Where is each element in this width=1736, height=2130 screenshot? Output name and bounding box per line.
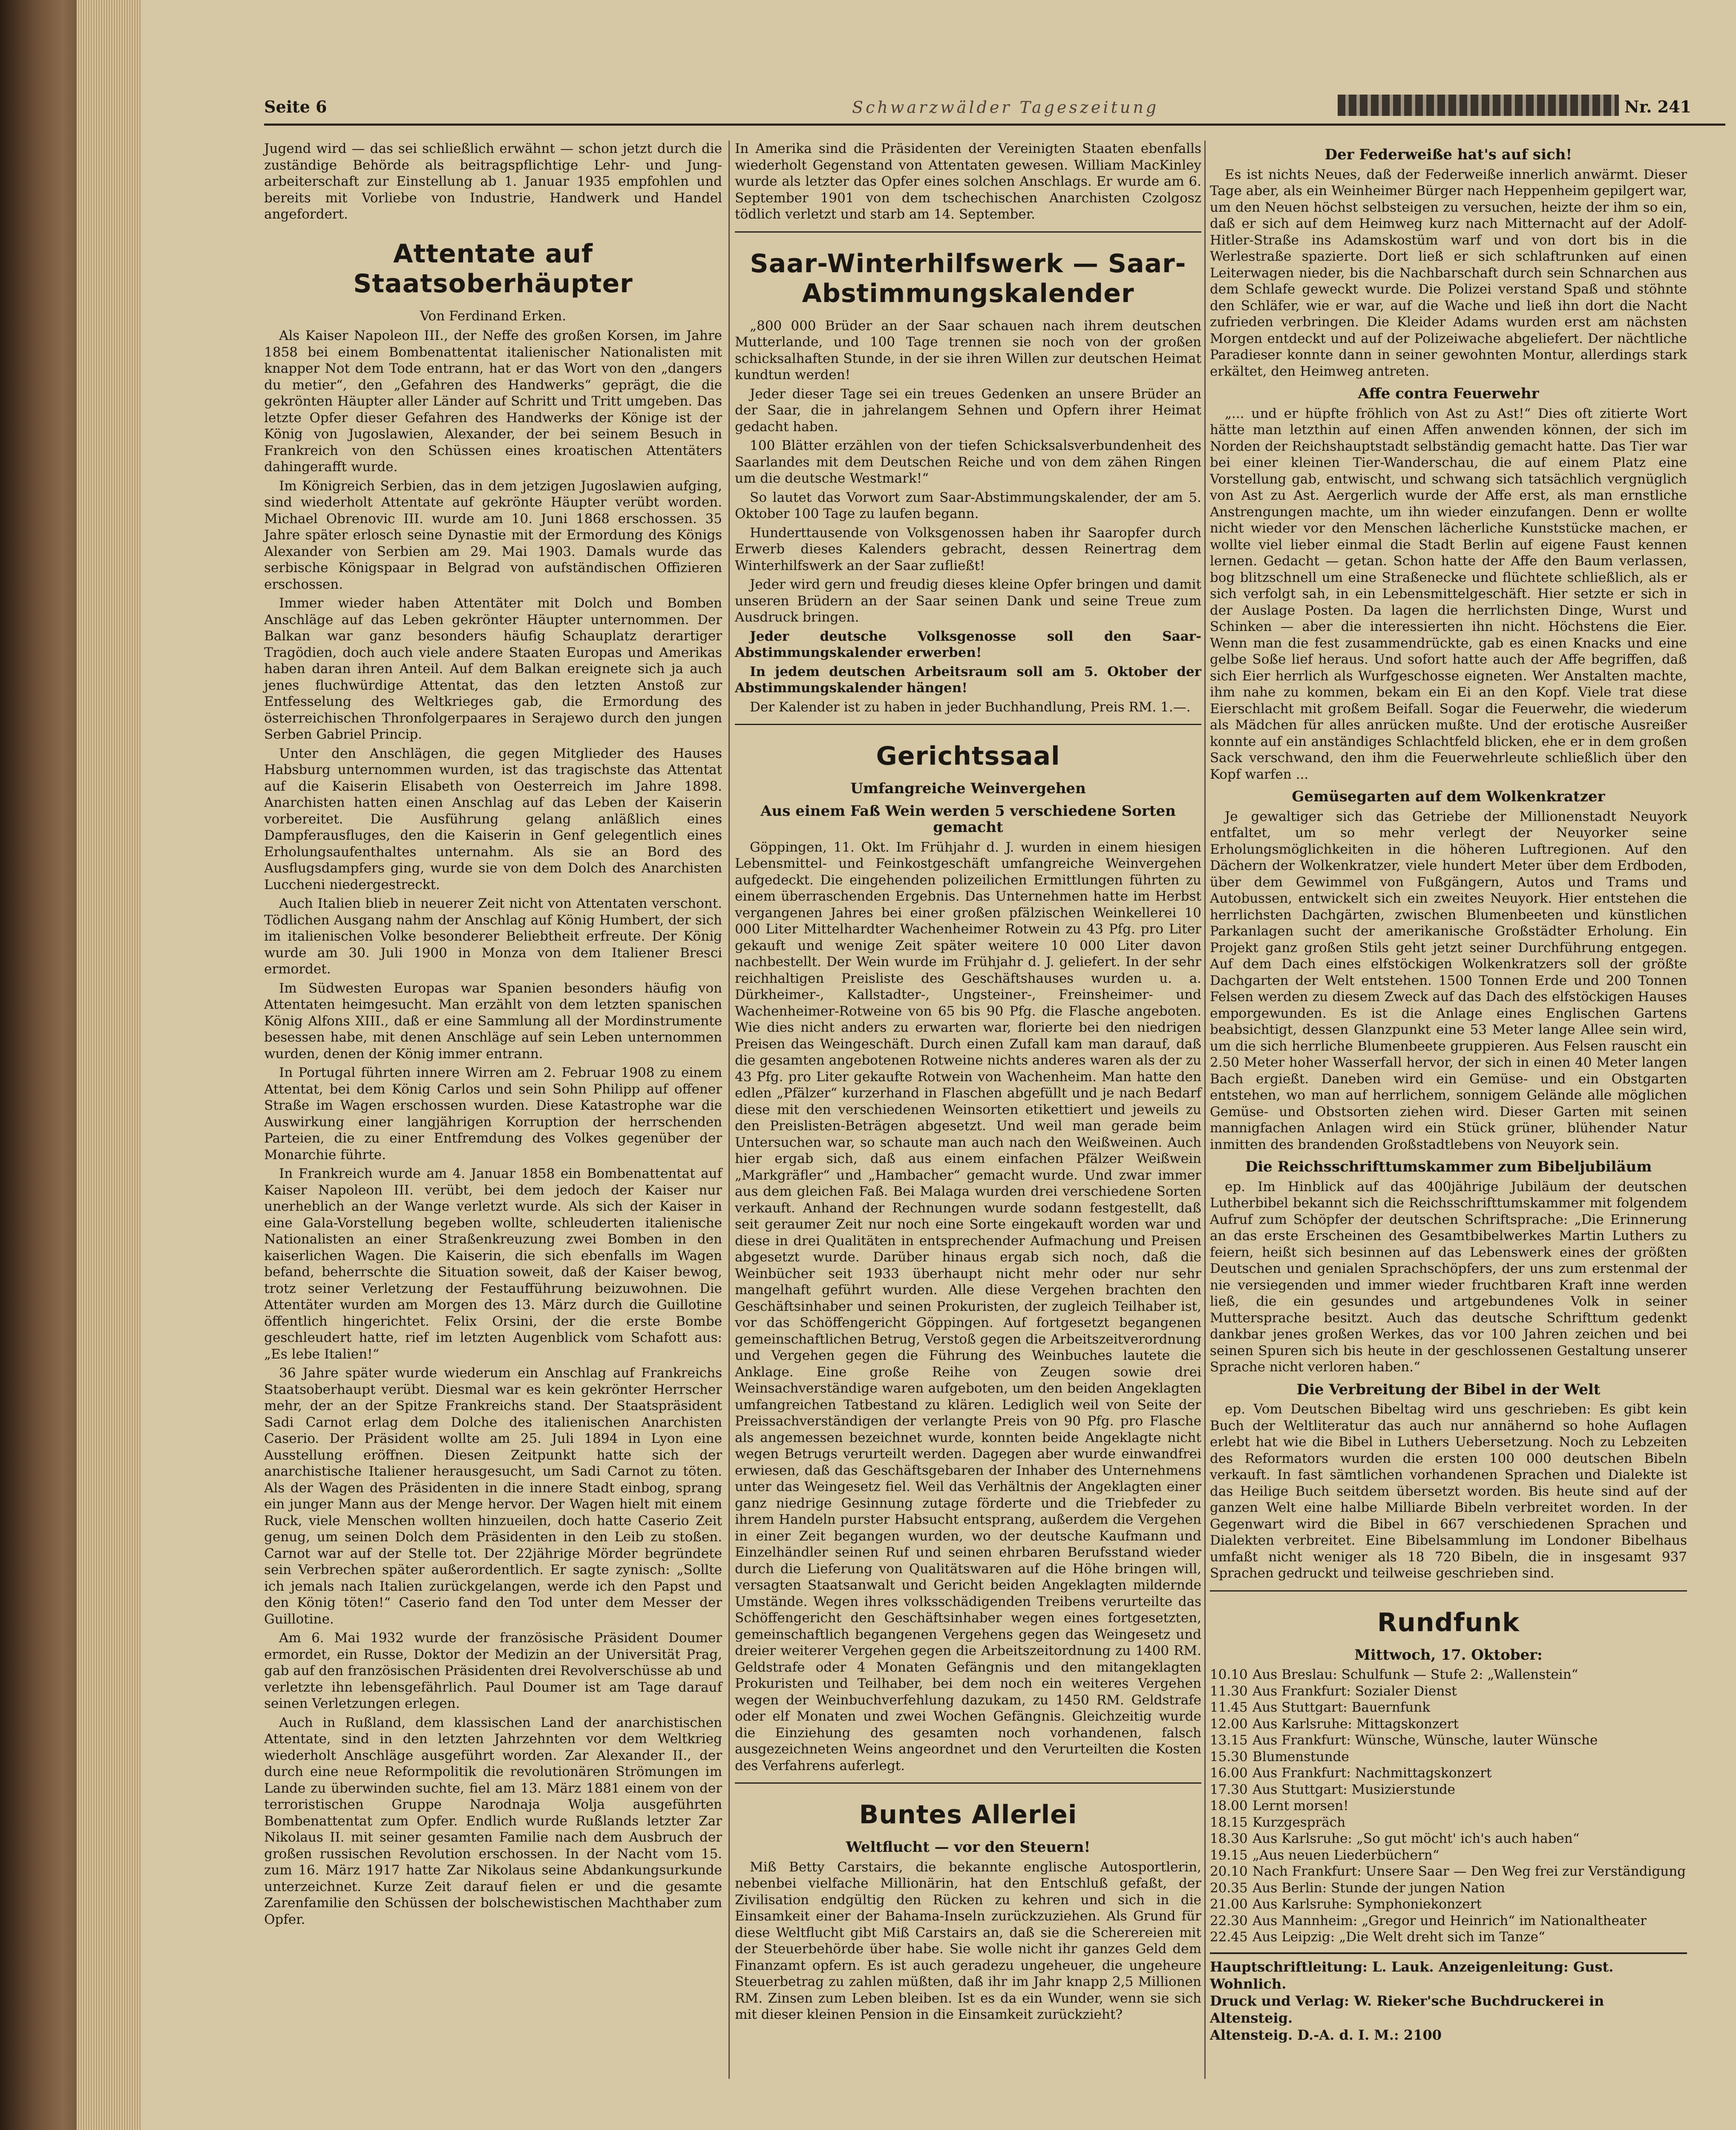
column-rule: [728, 141, 730, 2079]
radio-item: [1210, 1749, 1687, 1765]
paragraph: In Portugal führten innere Wirren am 2. Februar 1908 zu einem Attentat, bei dem König Carlos und sein Sohn Philipp auf offener Straße im Wagen erschossen wurden. Diese Katastrophe war die Auswirkung einer langjährigen Korruption der herrschenden Parteien, die zu einer Entfremdung des Volkes gegenüber der Monarchie führte.: [264, 1065, 722, 1163]
section-title: Gemüsegarten auf dem Wolkenkratzer: [1292, 788, 1605, 805]
saar-appeal: [735, 628, 1201, 697]
radio-item: [1210, 1732, 1687, 1749]
paragraph: Immer wieder haben Attentäter mit Dolch und Bomben Anschläge auf das Leben gekrönter Häupter unternommen. Der Balkan war ganz besonders häufig Schauplatz derartiger Tragödien, doch auch viele andere Staaten Europas und Amerikas haben daran ihren Anteil. Auf dem Balkan ereignete sich ja auch jenes fluchwürdige Attentat, das den letzten Anstoß zur Entfesselung des Weltkrieges gab, die Ermordung des österreichischen Thronfolgerpaares in Serajewo durch den jungen Serben Gabriel Princip.: [264, 596, 722, 742]
section-body: [1210, 406, 1687, 783]
section-body: [1210, 1401, 1687, 1582]
radio-program: Aus Karlsruhe: Symphoniekonzert: [1252, 1897, 1482, 1912]
radio-item: [1210, 1683, 1687, 1700]
radio-item: [1210, 1929, 1687, 1946]
misc-subtitle: Weltflucht — vor den Steuern!: [846, 1839, 1091, 1856]
article-author: Von Ferdinand Erken.: [420, 308, 567, 324]
paragraph: ep. Im Hinblick auf das 400jährige Jubiläum der deutschen Lutherbibel bekannt sich die Reichsschrifttumskammer mit folgendem Aufruf zum Schöpfer der deutschen Schriftsprache: „Die Erinnerung an das erste Erscheinen des Gesamtbibelwerkes Martin Luthers zu feiern, heißt sich besinnen auf das Lebenswerk eines der größten Deutschen und genialen Sprachschöpfers, der uns zum erstenmal der nie versiegenden und immer wieder fruchtbaren Kraft inne werden ließ, die ein gesundes und artgebundenes Volk in seiner Muttersprache besitzt. Auch das deutsche Schrifttum gedenkt dankbar jenes großen Werkes, das vor 100 Jahren zeichen und bei seinen Spuren sich bis heute in der geschlossenen Gestaltung unserer Sprache nicht verloren haben.“: [1210, 1179, 1687, 1375]
radio-time: 18.30: [1210, 1831, 1248, 1846]
radio-item: [1210, 1896, 1687, 1913]
intro-text: In Amerika sind die Präsidenten der Vereinigten Staaten ebenfalls wiederholt Gegenstand von Attentaten gewesen. William MacKinley wurde als letzter das Opfer eines solchen Anschlags. Er wurde am 6. September 1901 von dem tschechischen Anarchisten Czolgosz tödlich verletzt und starb am 14. September.: [735, 141, 1201, 222]
court-body: [735, 839, 1201, 1774]
radio-title: Rundfunk: [1377, 1607, 1520, 1638]
paragraph: Im Südwesten Europas war Spanien besonders häufig von Attentaten heimgesucht. Man erzählt von dem letzten spanischen König Alfons XIII., daß er eine Sammlung all der Mordinstrumente besessen habe, mit denen Anschläge auf sein Leben unternommen wurden, denen der König immer entrann.: [264, 980, 722, 1062]
radio-program: Aus Leipzig: „Die Welt dreht sich im Tanze“: [1252, 1929, 1545, 1945]
article-title: Attentate auf Staatsoberhäupter: [353, 239, 633, 299]
radio-item: [1210, 1716, 1687, 1733]
paragraph: Als Kaiser Napoleon III., der Neffe des großen Korsen, im Jahre 1858 bei einem Bombenattentat italienischer Nationalisten mit knapper Not dem Tode entrann, hat er das Wort von den „dangers du metier“, den „Gefahren des Handwerks“ geprägt, die die gekrönten Häupter aller Länder auf Schritt und Tritt umgeben. Das letzte Opfer dieser Gefahren des Handwerks der Könige ist der König von Jugoslawien, Alexander, der bei seinem Besuch in Frankreich von den Schüssen eines kroatischen Attentäters dahingerafft wurde.: [264, 328, 722, 475]
court-subtitle-2: Aus einem Faß Wein werden 5 verschiedene Sorten gemacht: [760, 802, 1176, 836]
page-header: [264, 94, 1725, 126]
paragraph: Es ist nichts Neues, daß der Federweiße innerlich anwärmt. Dieser Tage aber, als ein Weinheimer Bürger nach Heppenheim gepilgert war, um den Neuen höchst selbsteigen zu versuchen, heizte der ihm so ein, daß er sich auf dem Heimweg kurz nach Mitternacht auf der Adolf-Hitler-Straße ins Adamskostüm warf und von dort bis in die Werlestraße spazierte. Dort ließ er sich schlaftrunken auf einen Leiterwagen nieder, bis die Nachbarschaft durch sein Schnarchen aus dem Schlafe geweckt wurde. Die Polizei verstand Spaß und stöhnte den Schläfer, wie er war, auf die Wache und ließ ihn dort die Nacht zufrieden verbringen. Die Kleider Adams wurden erst am nächsten Morgen entdeckt und auf der Polizeiwache abgeliefert. Der nächtliche Paradieser konnte dann in seiner gewohnten Montur, allerdings stark erkältet, den Heimweg antreten.: [1210, 167, 1687, 379]
saar-end: Der Kalender ist zu haben in jeder Buchhandlung, Preis RM. 1.—.: [750, 699, 1191, 715]
radio-time: 10.10: [1210, 1667, 1248, 1682]
radio-program: Aus Breslau: Schulfunk — Stufe 2: „Wallenstein“: [1252, 1667, 1578, 1682]
section-body: [1210, 167, 1687, 380]
radio-program: Aus Karlsruhe: „So gut möcht' ich's auch haben“: [1252, 1831, 1580, 1846]
paragraph: Jeder dieser Tage sei ein treues Gedenken an unsere Brüder an der Saar, die in jahrelangem Sehnen und Opfern ihrer Heimat gedacht haben.: [735, 386, 1201, 435]
radio-program: Lernt morsen!: [1252, 1798, 1349, 1813]
radio-program: „Aus neuen Liederbüchern“: [1252, 1847, 1439, 1863]
radio-item: [1210, 1863, 1687, 1880]
radio-time: 13.15: [1210, 1733, 1248, 1748]
radio-item: [1210, 1913, 1687, 1929]
section-body: [1210, 1179, 1687, 1376]
radio-item: [1210, 1765, 1687, 1782]
paragraph: Je gewaltiger sich das Getriebe der Millionenstadt Neuyork entfaltet, um so mehr verlegt der Neuyorker seine Erholungsmöglichkeiten in die höheren Luftregionen. Auf den Dächern der Wolkenkratzer, viele hundert Meter über dem Erdboden, über dem Gewimmel von Fußgängern, Autos und Trams und Autobussen, entwickelt sich ein zweites Neuyork. Hier entstehen die herrlichsten Dachgärten, zwischen Blumenbeeten und künstlichen Parkanlagen sucht der amerikanische Großstädter Erholung. Ein Projekt ganz großen Stils geht jetzt seiner Durchführung entgegen. Auf dem Dach eines elfstöckigen Wolkenkratzers soll der größte Dachgarten der Welt entstehen. 1500 Tonnen Erde und 200 Tonnen Felsen werden zu diesem Zweck auf das Dach des elfstöckigen Hauses emporgewunden. Es ist die Anlage eines Englischen Gartens beabsichtigt, dessen Glanzpunkt eine 53 Meter lange Allee sein wird, um die sich herrliche Blumenbeete gruppieren. Aus Felsen rauscht ein 2.50 Meter hoher Wasserfall hervor, der sich in einen 40 Meter langen Bach ergießt. Daneben wird ein Gemüse- und ein Obstgarten entstehen, wo man auf herrlichem, sonnigem Gelände alle möglichen Gemüse- und Obstsorten ziehen wird. Dieser Garten mit seinen mannigfachen Anlagen wird ein Stück grüner, blühender Natur inmitten des brandenden Großstadtlebens von Neuyork sein.: [1210, 809, 1687, 1152]
article-body: [264, 328, 722, 1928]
imprint: [1210, 1952, 1687, 2044]
radio-time: 19.15: [1210, 1847, 1248, 1863]
radio-item: [1210, 1782, 1687, 1798]
radio-item: [1210, 1880, 1687, 1897]
radio-time: 11.30: [1210, 1683, 1248, 1699]
radio-item: [1210, 1667, 1687, 1683]
paragraph: Unter den Anschlägen, die gegen Mitglieder des Hauses Habsburg unternommen wurden, ist das tragischste das Attentat auf die Kaiserin Elisabeth von Oesterreich im Jahre 1898. Anarchisten hatten einen Anschlag auf das Leben der Kaiserin vorbereitet. Die Ausführung gelang anläßlich eines Dampferausfluges, den die Kaiserin in Genf gelegentlich eines Erholungsaufenthaltes unternahm. Als sie an Bord des Ausflugsdampfers ging, wurde sie von dem Dolch des Anarchisten Luccheni niedergestreckt.: [264, 746, 722, 892]
paragraph: Am 6. Mai 1932 wurde der französische Präsident Doumer ermordet, ein Russe, Doktor der Medizin an der Universität Prag, gab auf den französischen Präsidenten drei Revolverschüsse ab und verletzte ihn lebensgefährlich. Paul Doumer ist am Tage darauf seinen Verletzungen erlegen.: [264, 1630, 722, 1711]
imprint-line: Altensteig. D.-A. d. I. M.: 2100: [1210, 2026, 1442, 2043]
page-edges: [77, 0, 141, 2130]
paragraph: Jeder wird gern und freudig dieses kleine Opfer bringen und damit unseren Brüdern an der Saar seinen Dank und seine Treue zum Ausdruck bringen.: [735, 577, 1201, 625]
radio-program: Aus Mannheim: „Gregor und Heinrich“ im Nationaltheater: [1252, 1913, 1647, 1929]
radio-program: Nach Frankfurt: Unsere Saar — Den Weg frei zur Verständigung: [1252, 1864, 1686, 1879]
paragraph: „800 000 Brüder an der Saar schauen nach ihrem deutschen Mutterlande, und 100 Tage trennen sie noch von der großen schicksalhaften Stunde, in der sie ihren Willen zur deutschen Heimat kundtun werden!: [735, 318, 1201, 383]
paragraph: In Frankreich wurde am 4. Januar 1858 ein Bombenattentat auf Kaiser Napoleon III. verübt, bei dem jedoch der Kaiser nur unerheblich an der Wange verletzt wurde. Als sich der Kaiser in eine Gala-Vorstellung begeben wollte, schleuderten italienische Nationalisten an einer Straßenkreuzung zwei Bomben in den kaiserlichen Wagen. Die Kaiserin, die sich ebenfalls im Wagen befand, beherrschte die Situation soweit, daß der Kaiser bewog, trotz seiner Verletzung der Festaufführung beizuwohnen. Die Attentäter wurden am Morgen des 13. März durch die Guillotine öffentlich hingerichtet. Felix Orsini, der die erste Bombe geschleudert hatte, rief im letzten Augenblick vom Schafott aus: „Es lebe Italien!“: [264, 1166, 722, 1362]
paragraph: So lautet das Vorwort zum Saar-Abstimmungskalender, der am 5. Oktober 100 Tage zu laufen begann.: [735, 489, 1201, 521]
section-title: Affe contra Feuerwehr: [1358, 385, 1539, 402]
divider: [735, 1782, 1201, 1784]
page-number: Seite 6: [264, 97, 327, 116]
radio-item: [1210, 1847, 1687, 1864]
radio-schedule: [1210, 1667, 1687, 1946]
masthead: Schwarzwälder Tageszeitung: [852, 98, 1159, 117]
paragraph: „... und er hüpfte fröhlich von Ast zu Ast!“ Dies oft zitierte Wort hätte man letzthin auf einen Affen anwenden können, der sich im Norden der Reichshauptstadt selbständig gemacht hatte. Das Tier war bei einer kleinen Tier-Wanderschau, die auf einem Platz eine Vorstellung gab, entwischt, und schwang sich tatsächlich vergnüglich von Ast zu Ast. Aergerlich wurde der Affe erst, als man ernstliche Anstrengungen machte, um ihn wieder einzufangen. Denn er wollte nicht wieder vor den Menschen lächerliche Kunststücke machen, er wollte viel lieber einmal die Stadt Berlin auf eigene Faust kennen lernen. Gedacht — getan. Schon hatte der Affe den Baum verlassen, bog blitzschnell um eine Straßenecke und flüchtete schließlich, als er sich verfolgt sah, in ein Lebensmittelgeschäft. Hier setzte er sich in der Auslage Posten. Da lagen die herrlichsten Dinge, Wurst und Schinken — aber die interessierten ihn nicht. Höchstens die Eier. Wenn man die fest zusammendrückte, gab es einen Knacks und eine gelbe Soße lief heraus. Und sofort hatte auch der Affe begriffen, daß sich Eier herrlich als Wurfgeschosse eigneten. Wer Anstalten machte, ihm nahe zu kommen, bekam ein Ei an den Kopf. Viele trat diese Eierschlacht mit großem Beifall. Sogar die Feuerwehr, die wiederum als Mädchen für alles anrücken mußte. Und der erotische Ausreißer konnte auf ein anständiges Schlachtfeld blicken, ehe er in dem großen Sack verschwand, den ihm die Feuerwehrleute schließlich über den Kopf warfen ...: [1210, 406, 1687, 782]
section-title: Die Reichsschrifttumskammer zum Bibeljubiläum: [1245, 1158, 1652, 1175]
paragraph: In jedem deutschen Arbeitsraum soll am 5. Oktober der Abstimmungskalender hängen!: [735, 664, 1201, 696]
imprint-line: Druck und Verlag: W. Rieker'sche Buchdruckerei in Altensteig.: [1210, 1992, 1604, 2026]
radio-time: 15.30: [1210, 1749, 1248, 1764]
column-1: [264, 141, 722, 1930]
radio-time: 12.00: [1210, 1716, 1248, 1732]
radio-time: 21.00: [1210, 1897, 1248, 1912]
header-ornament: [1338, 95, 1619, 116]
section-body: [1210, 809, 1687, 1153]
divider: [735, 724, 1201, 725]
saar-title: Saar-Winterhilfswerk — Saar-Abstimmungskalender: [750, 248, 1186, 308]
intro-text: Jugend wird — das sei schließlich erwähnt — schon jetzt durch die zuständige Behörde als beitragspflichtige Lehr- und Jung-arbeiterschaft zur Einstellung ab 1. Januar 1935 empfohlen und bereits mit Vorliebe von Industrie, Handwerk und Handel angefordert.: [264, 141, 722, 222]
radio-time: 22.45: [1210, 1929, 1248, 1945]
section-title: Die Verbreitung der Bibel in der Welt: [1296, 1381, 1601, 1398]
radio-program: Aus Frankfurt: Wünsche, Wünsche, lauter Wünsche: [1252, 1733, 1598, 1748]
radio-item: [1210, 1814, 1687, 1831]
radio-time: 18.00: [1210, 1798, 1248, 1813]
radio-program: Blumenstunde: [1252, 1749, 1349, 1764]
radio-item: [1210, 1831, 1687, 1847]
radio-program: Aus Karlsruhe: Mittagskonzert: [1252, 1716, 1459, 1732]
radio-time: 20.35: [1210, 1880, 1248, 1896]
radio-program: Aus Stuttgart: Musizierstunde: [1252, 1782, 1456, 1797]
column-2: [735, 141, 1201, 2026]
radio-time: 11.45: [1210, 1700, 1248, 1715]
saar-body: [735, 318, 1201, 626]
paragraph: Miß Betty Carstairs, die bekannte englische Autosportlerin, nebenbei vielfache Millionärin, hat den Entschluß gefaßt, der Zivilisation endgültig den Rücken zu kehren und sich in die Einsamkeit einer der Bahama-Inseln zurückzuziehen. Als Grund für diese Weltflucht gibt Miß Carstairs an, daß sie die Scherereien mit der Steuerbehörde über habe. Sie wolle nicht ihr ganzes Geld dem Finanzamt opfern. Es ist auch geradezu ungeheuer, die ungeheure Steuerbetrag zu zahlen müßten, daß ihr im Jahr knapp 2,5 Millionen RM. Zinsen zum Leben bleiben. Ist es da ein Wunder, wenn sie sich mit dieser kleinen Pension in die Einsamkeit zurückzieht?: [735, 1859, 1201, 2022]
paragraph: Im Königreich Serbien, das in dem jetzigen Jugoslawien aufging, sind wiederholt Attentate auf gekrönte Häupter verübt worden. Michael Obrenovic III. wurde am 10. Juni 1868 erschossen. 35 Jahre später erlosch seine Dynastie mit der Ermordung des Königs Alexander von Serbien am 29. Mai 1903. Damals wurde das serbische Königspaar in Belgrad von aufständischen Offizieren erschossen.: [264, 478, 722, 592]
newspaper-page: [141, 0, 1736, 2130]
radio-time: 16.00: [1210, 1765, 1248, 1781]
radio-program: Aus Berlin: Stunde der jungen Nation: [1252, 1880, 1505, 1896]
divider: [1210, 1590, 1687, 1592]
radio-program: Aus Frankfurt: Nachmittagskonzert: [1252, 1765, 1492, 1781]
paragraph: Auch Italien blieb in neuerer Zeit nicht von Attentaten verschont. Tödlichen Ausgang nahm der Anschlag auf König Humbert, der sich im italienischen Volke besonderer Beliebtheit erfreute. Der König wurde am 30. Juli 1900 in Monza von dem Italiener Bresci ermordet.: [264, 896, 722, 977]
paragraph: 100 Blätter erzählen von der tiefen Schicksalsverbundenheit des Saarlandes mit dem Deutschen Reiche und von dem zähen Ringen um die deutsche Westmark!“: [735, 438, 1201, 486]
radio-time: 17.30: [1210, 1782, 1248, 1797]
section-title: Der Federweiße hat's auf sich!: [1324, 146, 1572, 163]
paragraph: 36 Jahre später wurde wiederum ein Anschlag auf Frankreichs Staatsoberhaupt verübt. Diesmal war es kein gekrönter Herrscher mehr, der an der Spitze Frankreichs stand. Der Staatspräsident Sadi Carnot erlag dem Dolche des italienischen Anarchisten Caserio. Der Präsident wollte am 25. Juli 1894 in Lyon eine Ausstellung eröffnen. Diesen Zeitpunkt hatte sich der anarchistische Italiener herausgesucht, um Sadi Carnot zu töten. Als der Wagen des Präsidenten in die innere Stadt einbog, sprang ein junger Mann aus der Menge hervor. Der Wagen hielt mit einem Ruck, viele Menschen wollten hinzueilen, doch hatte Caserio Zeit genug, um seinen Dolch dem Präsidenten in den Leib zu stoßen. Carnot war auf der Stelle tot. Der 22jährige Mörder begründete sein Verbrechen später außerordentlich. Er sagte zynisch: „Sollte ich jemals nach Italien zurückgelangen, werde ich den Papst und den König töten!“ Caserio fand den Tod unter dem Messer der Guillotine.: [264, 1365, 722, 1627]
court-subtitle: Umfangreiche Weinvergehen: [850, 780, 1086, 797]
radio-item: [1210, 1699, 1687, 1716]
radio-time: 20.10: [1210, 1864, 1248, 1879]
radio-time: 18.15: [1210, 1814, 1248, 1830]
court-title: Gerichtssaal: [876, 741, 1060, 771]
radio-item: [1210, 1798, 1687, 1814]
divider: [735, 231, 1201, 233]
paragraph: Auch in Rußland, dem klassischen Land der anarchistischen Attentate, sind in den letzten Jahrzehnten vor dem Weltkrieg wiederholt Anschläge ausgeführt worden. Zar Alexander II., der durch eine neue Reformpolitik die revolutionären Strömungen im Lande zu überwinden suchte, fiel am 13. März 1881 einem von der terroristischen Gruppe Narodnaja Wolja ausgeführten Bombenattentat zum Opfer. Endlich wurde Rußlands letzter Zar Nikolaus II. mit seiner gesamten Familie nach dem Ausbruch der großen russischen Revolution erschossen. In der Nacht vom 15. zum 16. März 1917 hatte Zar Nikolaus seine Abdankungsurkunde unterzeichnet. Kurze Zeit darauf fielen er und die gesamte Zarenfamilie den Schüssen der bolschewistischen Machthaber zum Opfer.: [264, 1715, 722, 1927]
paragraph: Jeder deutsche Volksgenosse soll den Saar-Abstimmungskalender erwerben!: [735, 628, 1201, 660]
paragraph: Hunderttausende von Volksgenossen haben ihr Saaropfer durch Erwerb dieses Kalenders gebracht, dessen Reinertrag dem Winterhilfswerk an der Saar zufließt!: [735, 525, 1201, 573]
misc-title: Buntes Allerlei: [859, 1800, 1077, 1830]
radio-program: Aus Stuttgart: Bauernfunk: [1252, 1700, 1431, 1715]
imprint-line: Hauptschriftleitung: L. Lauk. Anzeigenleitung: Gust. Wohnlich.: [1210, 1958, 1614, 1992]
paragraph: ep. Vom Deutschen Bibeltag wird uns geschrieben: Es gibt kein Buch der Weltliteratur das auch nur annähernd so hohe Auflagen erlebt hat wie die Bibel in Luthers Uebersetzung. Noch zu Lebzeiten des Reformators wurden die ersten 100 000 deutschen Bibeln verkauft. In fast sämtlichen vorhandenen Sprachen und Dialekte ist das Heilige Buch seitdem übersetzt worden. Bis heute sind auf der ganzen Welt eine halbe Milliarde Bibeln verbreitet worden. In der Gegenwart wird die Bibel in 667 verschiedenen Sprachen und Dialekten verbreitet. Eine Bibelsammlung im Londoner Bibelhaus umfaßt nicht weniger als 18 720 Bibeln, die in insgesamt 937 Sprachen gedruckt und teilweise geschrieben sind.: [1210, 1402, 1687, 1581]
column-3: [1210, 141, 1687, 2044]
radio-program: Aus Frankfurt: Sozialer Dienst: [1252, 1683, 1457, 1699]
paragraph: Göppingen, 11. Okt. Im Frühjahr d. J. wurden in einem hiesigen Lebensmittel- und Feinkostgeschäft umfangreiche Weinvergehen aufgedeckt. Die eingehenden polizeilichen Ermittlungen führten zu einem überraschenden Ergebnis. Das Unternehmen hatte im Herbst vergangenen Jahres bei einer großen pfälzischen Weinkellerei 10 000 Liter Mittelhardter Wachenheimer Rotwein zu 43 Pfg. pro Liter gekauft und wenige Zeit später weitere 10 000 Liter davon nachbestellt. Der Wein wurde im Frühjahr d. J. geliefert. In der sehr reichhaltigen Preisliste des Geschäftshauses wurden u. a. Dürkheimer-, Kallstadter-, Ungsteiner-, Freinsheimer- und Wachenheimer-Rotweine von 65 bis 90 Pfg. die Flasche angeboten. Wie dies nicht anders zu erwarten war, florierte bei den niedrigen Preisen das Weingeschäft. Durch einen Zufall kam man darauf, daß die gesamten angebotenen Rotweine nichts anderes waren als der zu 43 Pfg. pro Liter gekaufte Rotwein von Wachenheim. Man hatte den edlen „Pfälzer“ kurzerhand in Flaschen abgefüllt und je nach Bedarf diese mit den verschiedenen Weinsorten etikettiert und jeweils zu den Preislisten-Beträgen abgesetzt. Und weil man gerade beim Untersuchen war, so schaute man auch nach den Weißweinen. Auch hier ergab sich, daß aus einem einfachen Pfälzer Weißwein „Markgräfler“ und „Hambacher“ gemacht wurde. Und zwar immer aus dem gleichen Faß. Bei Malaga wurden drei verschiedene Sorten verkauft. Anhand der Rechnungen wurde sodann festgestellt, daß seit geraumer Zeit nur noch eine Sorte eingekauft worden war und diese in drei Qualitäten in entsprechender Aufmachung und Preisen abgesetzt wurde. Darüber hinaus ergab sich noch, daß die Weinbücher seit 1933 überhaupt nicht mehr oder nur sehr mangelhaft geführt wurden. Alle diese Vergehen brachten den Geschäftsinhaber und seinen Prokuristen, der zugleich Teilhaber ist, vor das Schöffengericht Göppingen. Auf fortgesetzt begangenen gemeinschaftlichen Betrug, Verstoß gegen die Arbeitszeitverordnung und Vergehen gegen die Führung des Weinbuches lautete die Anklage. Eine große Reihe von Zeugen sowie drei Weinsachverständige waren aufgeboten, um den beiden Angeklagten umfangreichen Tatbestand zu klären. Lediglich weil von Seite der Preissachverständigen der verlangte Preis von 90 Pfg. pro Flasche als angemessen bezeichnet wurde, konnten beide Angeklagte nicht wegen Betrugs verurteilt werden. Dagegen aber wurde einwandfrei erwiesen, daß das Geschäftsgebaren der Inhaber des Unternehmens unter das Weingesetz fiel. Weil das Verhältnis der Angeklagten einer ganz niedrige Gesinnung zutage förderte und die Triebfeder zu ihrem Handeln purster Habsucht entsprang, außerdem die Vergehen in einer Zeit begangen wurden, wo der deutsche Kaufmann und Einzelhändler seinen Ruf und seinen ehrbaren Berufsstand wieder durch die Lieferung von Qualitätswaren auf die Höhe bringen will, versagten Staatsanwalt und Gericht beiden Angeklagten mildernde Umstände. Wegen ihres volksschädigenden Treibens verurteilte das Schöffengericht den Geschäftsinhaber wegen eines fortgesetzten, gemeinschaftlich begangenen Vergehens gegen das Weingesetz und dreier weiterer Vergehen gegen die Arbeitszeitordnung zu 1400 RM. Geldstrafe oder 4 Monaten Gefängnis und den mitangeklagten Prokuristen und Teilhaber, bei dem noch ein weiteres Vergehen wegen der Weinbuchverfehlung dazukam, zu 1450 RM. Geldstrafe oder elf Monaten und zwei Wochen Gefängnis. Gleichzeitig wurde die Einziehung des gesamten noch vorhandenen, falsch ausgezeichneten Weins angeordnet und den Verurteilten die Kosten des Verfahrens auferlegt.: [735, 839, 1201, 1773]
radio-date: Mittwoch, 17. Oktober:: [1354, 1646, 1543, 1664]
misc-body: [735, 1859, 1201, 2023]
radio-time: 22.30: [1210, 1913, 1248, 1929]
column-rule: [1204, 141, 1206, 2079]
issue-number: Nr. 241: [1624, 97, 1691, 116]
radio-program: Kurzgespräch: [1252, 1814, 1346, 1830]
